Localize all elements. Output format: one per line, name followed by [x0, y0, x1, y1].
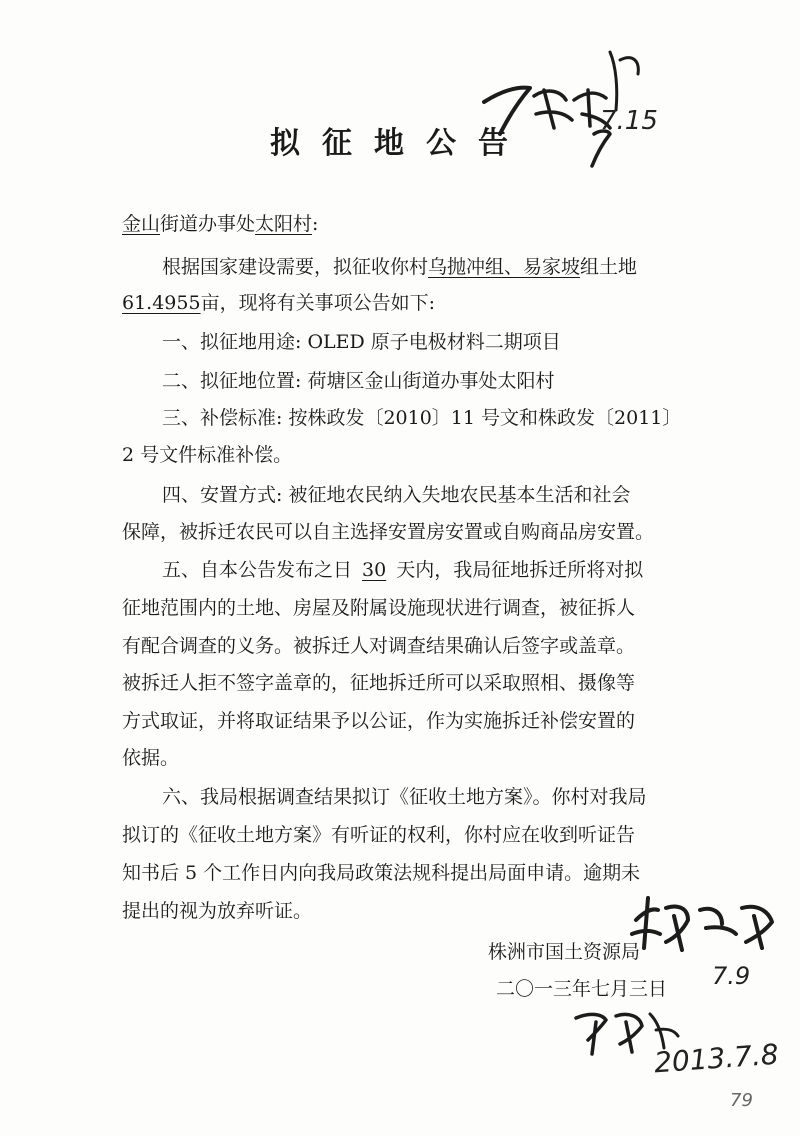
- item-5-days: 30: [362, 559, 387, 581]
- item-5-text-c: 天内，我局征地拆迁所将对拟: [396, 559, 644, 581]
- handwritten-top-signature: [470, 30, 670, 170]
- addressee-office: 街道办事处: [160, 213, 256, 235]
- item-3-line-1: 三、补偿标准: 按株政发〔2010〕11 号文和株政发〔2011〕: [162, 407, 682, 429]
- addressee-line: [122, 212, 318, 236]
- handwritten-right-signature: [622, 880, 792, 960]
- handwritten-top-date: 7.15: [600, 106, 658, 136]
- item-6-line-2: 拟订的《征收土地方案》有听证的权利，你村应在收到听证告: [122, 824, 636, 846]
- item-2: 二、拟征地位置: 荷塘区金山街道办事处太阳村: [162, 370, 555, 392]
- addressee-village: 太阳村: [255, 213, 313, 235]
- item-6-line-1: 六、我局根据调查结果拟订《征收土地方案》。你村对我局: [162, 786, 647, 808]
- land-area-value: 61.4955: [122, 292, 201, 314]
- item-5-line-2: 征地范围内的土地、房屋及附属设施现状进行调查，被征拆人: [122, 597, 636, 619]
- issuer-name: 株洲市国土资源局: [488, 941, 641, 963]
- item-5-line-3: 有配合调查的义务。被拆迁人对调查结果确认后签字或盖章。: [122, 635, 636, 657]
- item-3-line-2: 2 号文件标准补偿。: [122, 444, 293, 466]
- item-4-line-2: 保障，被拆迁农民可以自主选择安置房安置或自购商品房安置。: [122, 521, 655, 543]
- addressee-town: 金山: [122, 213, 161, 235]
- page-number: 79: [730, 1090, 753, 1111]
- item-5-line-6: 依据。: [122, 747, 180, 769]
- intro-groups: 乌抛冲组、易家坡: [428, 256, 581, 278]
- item-1: 一、拟征地用途: OLED 原子电极材料二期项目: [162, 331, 561, 353]
- handwritten-bottom-date: 2013.7.8: [653, 1037, 780, 1080]
- document-title: 拟征地公告: [270, 126, 530, 161]
- item-5-line-5: 方式取证，并将取证结果予以公证，作为实施拆迁补偿安置的: [122, 710, 636, 732]
- item-6-line-4: 提出的视为放弃听证。: [122, 900, 313, 922]
- issue-date: 二〇一三年七月三日: [496, 978, 668, 1000]
- intro-text-c: 组土地: [580, 256, 638, 278]
- addressee-colon: :: [312, 213, 319, 235]
- handwritten-right-date: 7.9: [712, 962, 751, 990]
- item-5-line-1: [162, 558, 643, 582]
- intro-text-d: 亩，现将有关事项公告如下:: [200, 292, 435, 314]
- item-5-line-4: 被拆迁人拒不签字盖章的，征地拆迁所可以采取照相、摄像等: [122, 672, 636, 694]
- item-5-text-a: 五、自本公告发布之日: [162, 559, 353, 581]
- item-6-line-3: 知书后 5 个工作日内向我局政策法规科提出局面申请。逾期未: [122, 862, 641, 884]
- intro-line-2: [122, 291, 435, 315]
- intro-text-a: 根据国家建设需要，拟征收你村: [162, 256, 429, 278]
- item-4-line-1: 四、安置方式: 被征地农民纳入失地农民基本生活和社会: [162, 484, 631, 506]
- intro-line-1: [162, 255, 637, 279]
